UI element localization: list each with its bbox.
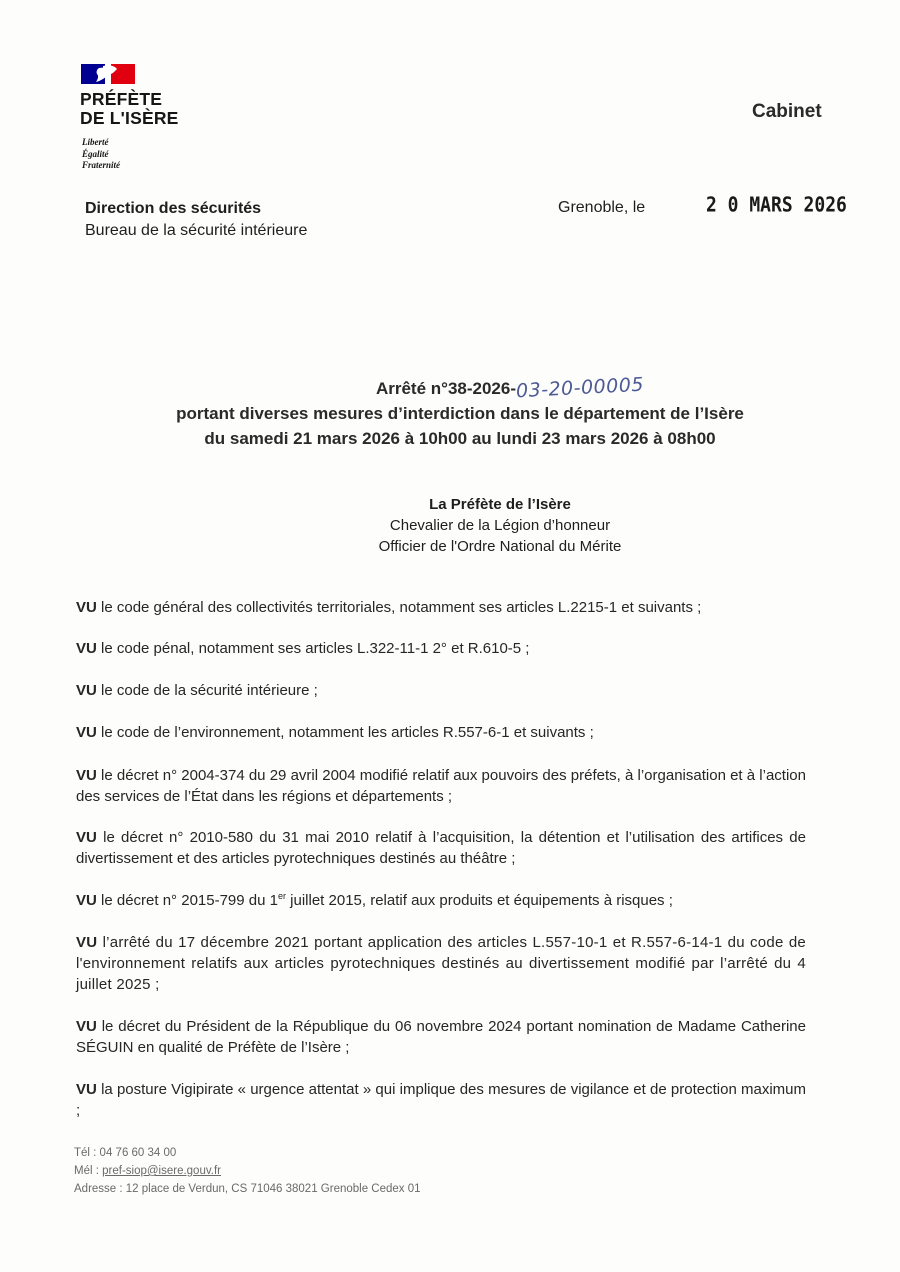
consideration-item <box>76 1016 806 1058</box>
signatory-block <box>230 494 770 557</box>
vu-keyword: VU <box>76 1081 97 1098</box>
consideration-text: le décret n° 2010-580 du 31 mai 2010 relatif à l’acquisition, la détention et l’utilisation des artifices de divertissement et des articles pyrotechniques destinés au théâtre ; <box>76 829 806 867</box>
bureau-name: Bureau de la sécurité intérieure <box>85 222 308 239</box>
consideration-item <box>76 932 806 995</box>
decree-period: du samedi 21 mars 2026 à 10h00 au lundi 23 mars 2026 à 08h00 <box>204 429 716 448</box>
footer-email-line <box>74 1162 421 1180</box>
decree-title <box>60 373 860 451</box>
consideration-item <box>76 1079 806 1121</box>
vu-keyword: VU <box>76 892 97 909</box>
consideration-text: le décret n° 2004-374 du 29 avril 2004 modifié relatif aux pouvoirs des préfets, à l’organisation et à l’action des services de l’État dans les régions et départements ; <box>76 767 806 805</box>
decree-number-handwritten: 03-20-00005 <box>515 373 645 403</box>
consideration-item <box>76 890 806 911</box>
ministry-line-2: DE L'ISÈRE <box>80 108 179 128</box>
ministry-line-1: PRÉFÈTE <box>80 89 163 109</box>
decree-subject: portant diverses mesures d’interdiction dans le département de l’Isère <box>176 404 744 423</box>
consideration-text: le décret du Président de la République du 06 novembre 2024 portant nomination de Madame Catherine SÉGUIN en qualité de Préfète de l’Isère ; <box>76 1018 806 1056</box>
consideration-item <box>76 765 806 807</box>
vu-keyword: VU <box>76 640 97 657</box>
signatory-title-2: Officier de l'Ordre National du Mérite <box>378 538 622 555</box>
direction-name: Direction des sécurités <box>85 200 262 217</box>
motto-fraternite: Fraternité <box>82 160 121 170</box>
consideration-item <box>76 680 806 701</box>
consideration-item <box>76 827 806 869</box>
consideration-text-end: juillet 2015, relatif aux produits et équipements à risques ; <box>286 892 673 909</box>
consideration-text: le code pénal, notamment ses articles L.322-11-1 2° et R.610-5 ; <box>101 640 530 657</box>
consideration-item <box>76 722 806 743</box>
vu-keyword: VU <box>76 934 98 951</box>
vu-keyword: VU <box>76 599 97 616</box>
decree-number-prefix: Arrêté n°38-2026- <box>375 379 517 398</box>
date-stamp: 2 0 MARS 2026 <box>706 193 847 218</box>
motto-liberte: Liberté <box>82 137 109 147</box>
consideration-text: la posture Vigipirate « urgence attentat » qui implique des mesures de vigilance et de protection maximum ; <box>76 1081 806 1119</box>
vu-keyword: VU <box>76 829 97 846</box>
consideration-text: le code général des collectivités territoriales, notamment ses articles L.2215-1 et suivants ; <box>101 599 702 616</box>
republic-motto <box>82 137 120 172</box>
signatory-title-1: Chevalier de la Légion d’honneur <box>389 517 611 534</box>
footer-phone: Tél : 04 76 60 34 00 <box>74 1147 177 1159</box>
footer-address: Adresse : 12 place de Verdun, CS 71046 38021 Grenoble Cedex 01 <box>74 1183 421 1195</box>
vu-keyword: VU <box>76 767 97 784</box>
ministry-name <box>80 90 179 128</box>
vu-keyword: VU <box>76 1018 97 1035</box>
consideration-text: l’arrêté du 17 décembre 2021 portant application des articles L.557-10-1 et R.557-6-14-1 du code de l'environnement relatifs aux articles pyrotechniques destinés au divertissement modifié par l’arrêté du 4 juillet 2025 ; <box>76 934 806 993</box>
ordinal-superscript: er <box>277 891 286 901</box>
marianne-logo-icon <box>81 64 135 84</box>
signatory-name: La Préfète de l’Isère <box>429 496 571 513</box>
consideration-item <box>76 638 806 659</box>
cabinet-label: Cabinet <box>752 101 822 122</box>
consideration-text: le code de l’environnement, notamment les articles R.557-6-1 et suivants ; <box>101 724 594 741</box>
place-label: Grenoble, le <box>558 199 646 216</box>
consideration-text-start: le décret n° 2015-799 du 1 <box>101 892 278 909</box>
vu-keyword: VU <box>76 724 97 741</box>
consideration-text: le code de la sécurité intérieure ; <box>101 682 318 699</box>
footer-email-link[interactable]: pref-siop@isere.gouv.fr <box>102 1165 221 1177</box>
issuing-service <box>85 198 307 242</box>
contact-footer <box>74 1144 421 1198</box>
vu-keyword: VU <box>76 682 97 699</box>
motto-egalite: Égalité <box>82 148 109 159</box>
footer-email-label: Mél : <box>74 1165 103 1177</box>
consideration-item <box>76 597 806 618</box>
decree-number-line <box>60 373 860 403</box>
